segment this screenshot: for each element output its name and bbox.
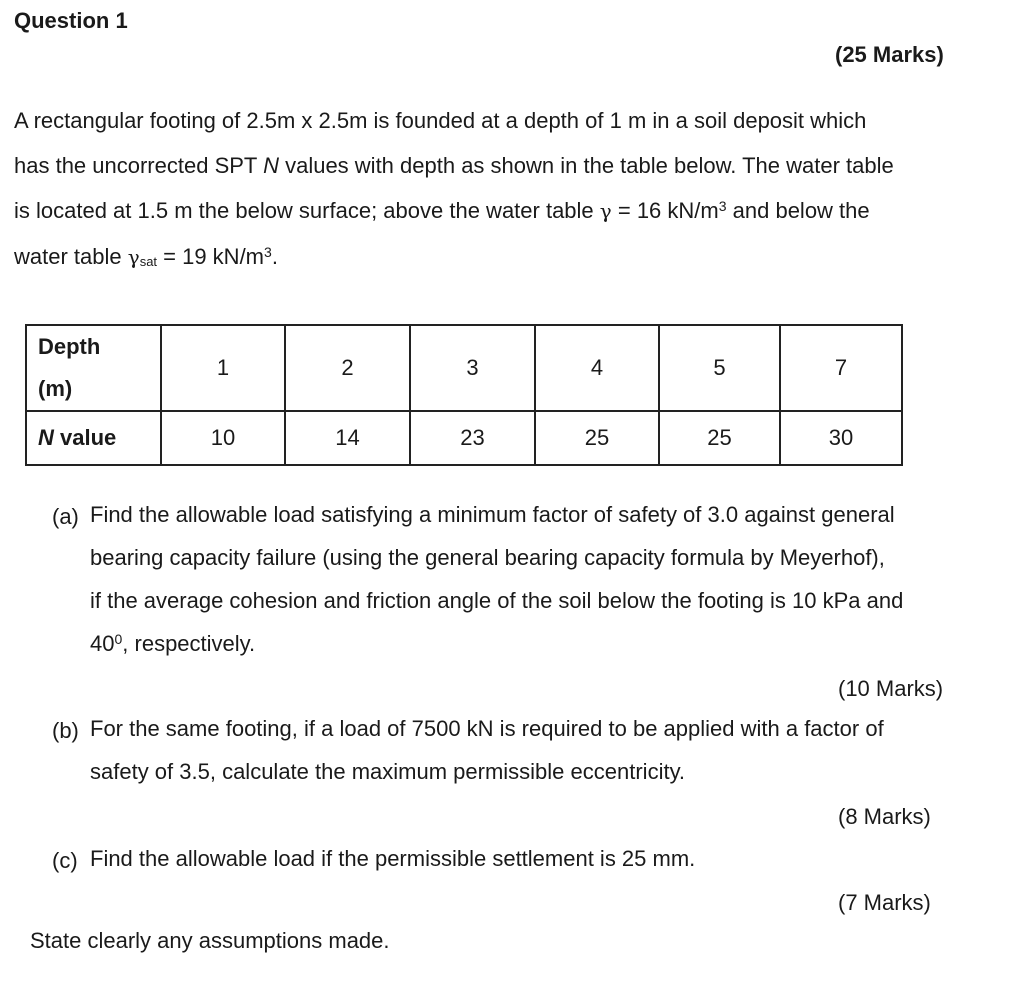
part-b-marks: (8 Marks) [838, 804, 931, 829]
question-title: Question 1 [14, 8, 128, 33]
part-b-label: (b) [52, 718, 79, 743]
problem-statement [14, 98, 1004, 284]
statement-text: values with depth as shown in the table below. The water table [278, 153, 894, 178]
part-a-label: (a) [52, 504, 79, 529]
n-value-header [26, 411, 161, 465]
n-value-cell: 23 [410, 411, 535, 465]
depth-label: Depth [38, 334, 101, 359]
part-c-line: Find the allowable load if the permissible settlement is 25 mm. [90, 846, 696, 871]
statement-text: = 19 kN/m [157, 244, 265, 269]
statement-text: = 16 kN/m [611, 198, 719, 223]
angle-value: 40 [90, 631, 115, 656]
depth-cell: 4 [535, 325, 659, 411]
statement-text: is located at 1.5 m the below surface; above the water table [14, 198, 600, 223]
n-value-label: value [53, 425, 117, 450]
part-a-text [90, 493, 903, 665]
n-value-cell: 25 [535, 411, 659, 465]
gamma-symbol: γ [599, 199, 612, 223]
statement-text: water table [14, 244, 128, 269]
part-b-text [90, 707, 884, 793]
spt-table [25, 324, 903, 466]
part-b-line: safety of 3.5, calculate the maximum permissible eccentricity. [90, 759, 686, 784]
n-symbol: N [263, 153, 279, 178]
total-marks: (25 Marks) [835, 42, 944, 67]
depth-cell: 3 [410, 325, 535, 411]
part-c-text [90, 837, 695, 880]
depth-cell: 2 [285, 325, 410, 411]
n-value-cell: 25 [659, 411, 780, 465]
part-b-line: For the same footing, if a load of 7500 kN is required to be applied with a factor of [90, 716, 884, 741]
part-c-label: (c) [52, 848, 78, 873]
statement-line-3 [14, 188, 1004, 234]
statement-text: . [271, 244, 278, 269]
depth-cell: 7 [780, 325, 902, 411]
depth-cell: 1 [161, 325, 285, 411]
subscript: sat [139, 254, 158, 269]
n-value-cell: 10 [161, 411, 285, 465]
depth-header [26, 325, 161, 411]
statement-line-1: A rectangular footing of 2.5m x 2.5m is founded at a depth of 1 m in a soil deposit which [14, 108, 867, 133]
gamma-sat-symbol: γ [127, 245, 140, 269]
n-value-cell: 14 [285, 411, 410, 465]
part-a-text-tail: , respectively. [122, 631, 256, 656]
assumptions-note: State clearly any assumptions made. [30, 928, 390, 953]
depth-row [26, 325, 902, 411]
part-a-line: if the average cohesion and friction angle of the soil below the footing is 10 kPa and [90, 588, 904, 613]
degree-superscript: 0 [114, 631, 123, 647]
depth-cell: 5 [659, 325, 780, 411]
part-a-marks: (10 Marks) [838, 676, 944, 701]
statement-text: has the uncorrected SPT [14, 153, 264, 178]
superscript: 3 [718, 198, 727, 214]
statement-line-2 [14, 143, 1004, 188]
superscript: 3 [264, 244, 272, 260]
n-value-row [26, 411, 902, 465]
statement-line-4 [14, 234, 1004, 284]
part-a-line [90, 622, 903, 665]
statement-text: and below the [726, 198, 870, 223]
part-a-line: Find the allowable load satisfying a minimum factor of safety of 3.0 against general [90, 502, 895, 527]
n-symbol: N [38, 425, 54, 450]
depth-unit: (m) [38, 376, 73, 401]
part-c-marks: (7 Marks) [838, 890, 931, 915]
part-a-line: bearing capacity failure (using the general bearing capacity formula by Meyerhof), [90, 545, 885, 570]
n-value-cell: 30 [780, 411, 902, 465]
